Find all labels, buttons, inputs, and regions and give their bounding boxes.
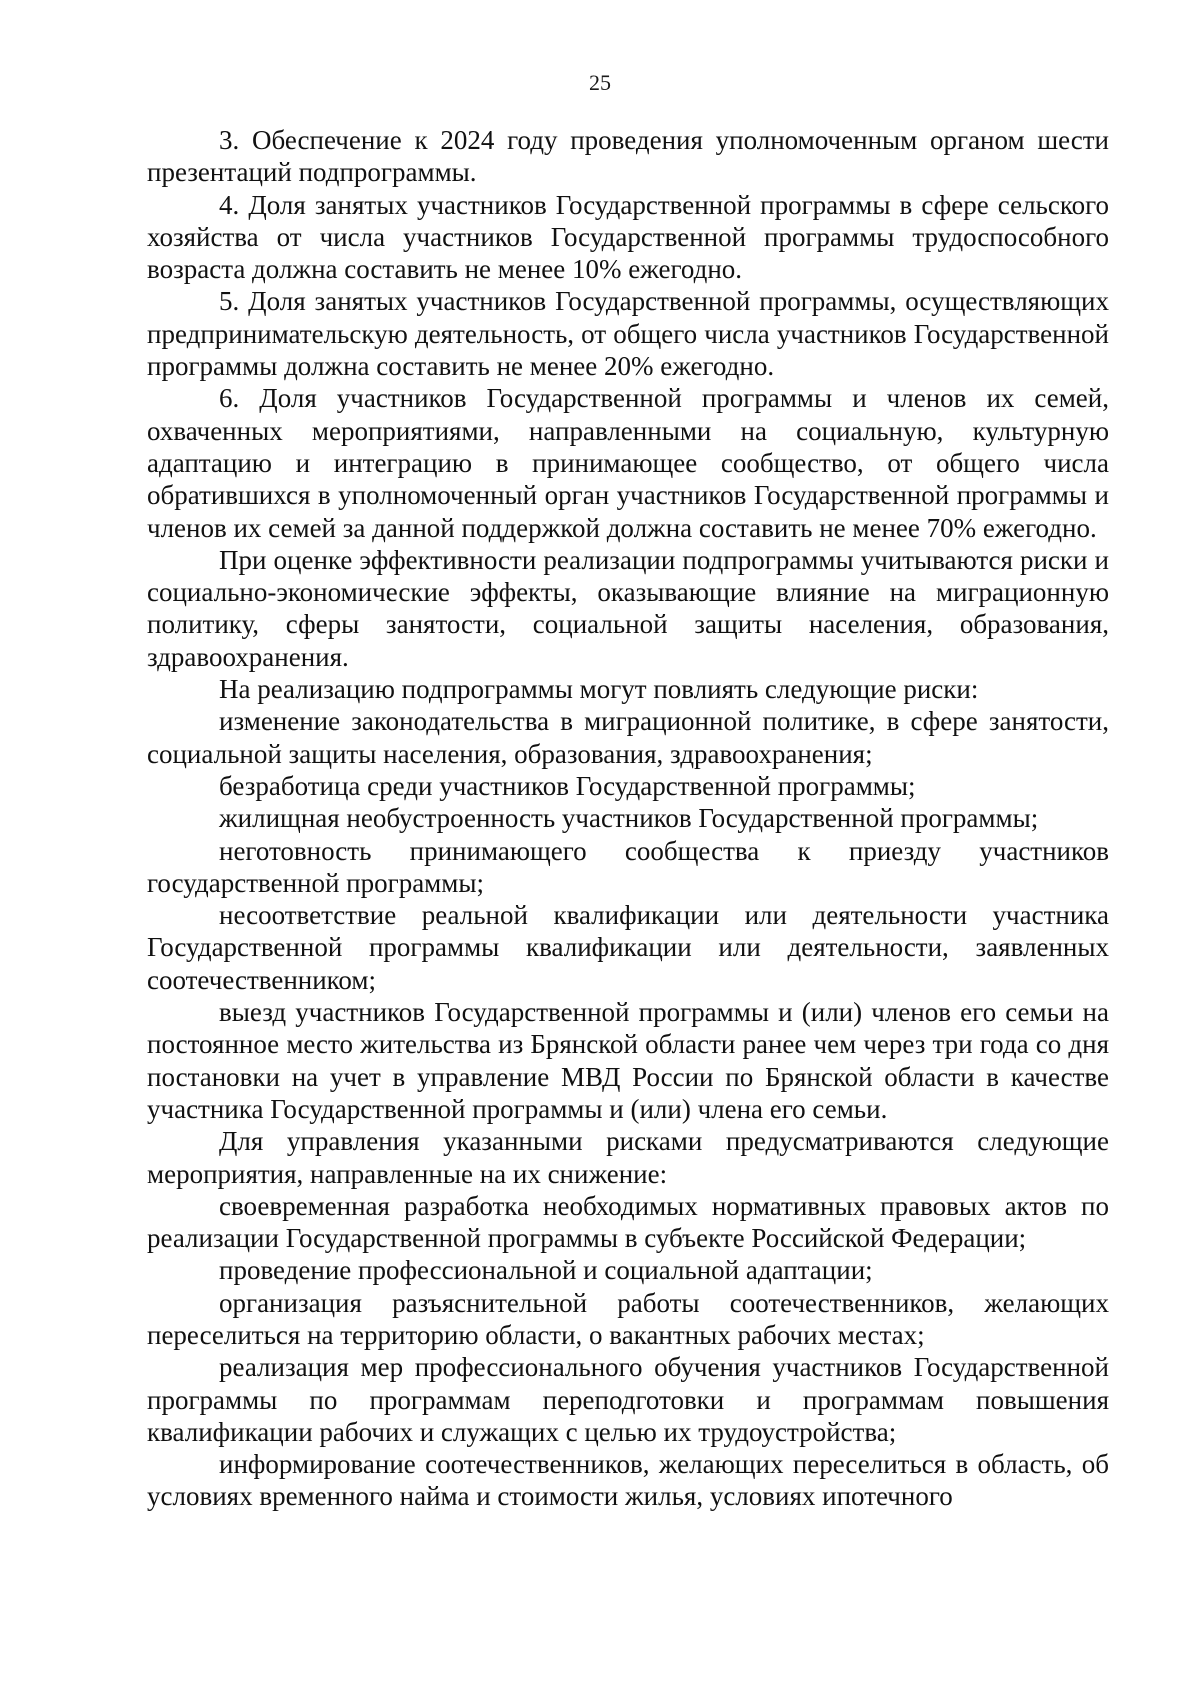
page-number: 25 [589,70,611,95]
paragraph-item-5: 5. Доля занятых участников Государственной программы, осуществляющих предпринимательскую деятельность, от общего числа участников Государственной программы должна составить не менее 20% ежегодно. [147,286,1109,382]
document-body [147,124,1109,1513]
risk-item-housing: жилищная необустроенность участников Государственной программы; [219,803,1039,834]
paragraph-measures-intro: Для управления указанными рисками предусматриваются следующие мероприятия, направленные на их снижение: [147,1126,1109,1189]
paragraph-item-3: 3. Обеспечение к 2024 году проведения уполномоченным органом шести презентаций подпрограммы. [147,125,1109,188]
risk-item-community: неготовность принимающего сообщества к приезду участников государственной программы; [147,835,1109,898]
measure-item-informing: информирование соотечественников, желающих переселиться в область, об условиях временного найма и стоимости жилья, условиях ипотечного [147,1449,1109,1512]
risk-item-departure: выезд участников Государственной программы и (или) членов его семьи на постоянное место жительства из Брянской области ранее чем через три года со дня постановки на учет в управление МВД России по Брянской области в качестве участника Государственной программы и (или) члена его семьи. [147,997,1109,1124]
risk-item-legislation: изменение законодательства в миграционной политике, в сфере занятости, социальной защиты населения, образования, здравоохранения; [147,706,1109,769]
measure-item-training: реализация мер профессионального обучения участников Государственной программы по программам переподготовки и программам повышения квалификации рабочих и служащих с целью их трудоустройства; [147,1352,1109,1447]
paragraph-risk-assessment: При оценке эффективности реализации подпрограммы учитываются риски и социально-экономические эффекты, оказывающие влияние на миграционную политику, сферы занятости, социальной защиты населения, образования, здравоохранения. [147,544,1109,672]
risk-item-unemployment: безработица среди участников Государственной программы; [219,770,916,801]
risk-item-qualification: несоответствие реальной квалификации или деятельности участника Государственной программы квалификации или деятельности, заявленных соотечественником; [147,900,1109,995]
measure-item-adaptation: проведение профессиональной и социальной адаптации; [219,1255,873,1286]
paragraph-item-6: 6. Доля участников Государственной программы и членов их семей, охваченных мероприятиями, направленными на социальную, культурную адаптацию и интеграцию в принимающее сообщество, от общего числа обратившихся в уполномоченный орган участников Государственной программы и членов их семей за данной поддержкой должна составить не менее 70% ежегодно. [147,383,1109,543]
measure-item-explanatory-work: организация разъяснительной работы соотечественников, желающих переселиться на территорию области, о вакантных рабочих местах; [147,1287,1109,1350]
paragraph-risks-intro: На реализацию подпрограммы могут повлиять следующие риски: [219,674,979,705]
paragraph-item-4: 4. Доля занятых участников Государственной программы в сфере сельского хозяйства от числа участников Государственной программы трудоспособного возраста должна составить не менее 10% ежегодно. [147,189,1109,285]
measure-item-legal-acts: своевременная разработка необходимых нормативных правовых актов по реализации Государственной программы в субъекте Российской Федерации; [147,1190,1109,1254]
